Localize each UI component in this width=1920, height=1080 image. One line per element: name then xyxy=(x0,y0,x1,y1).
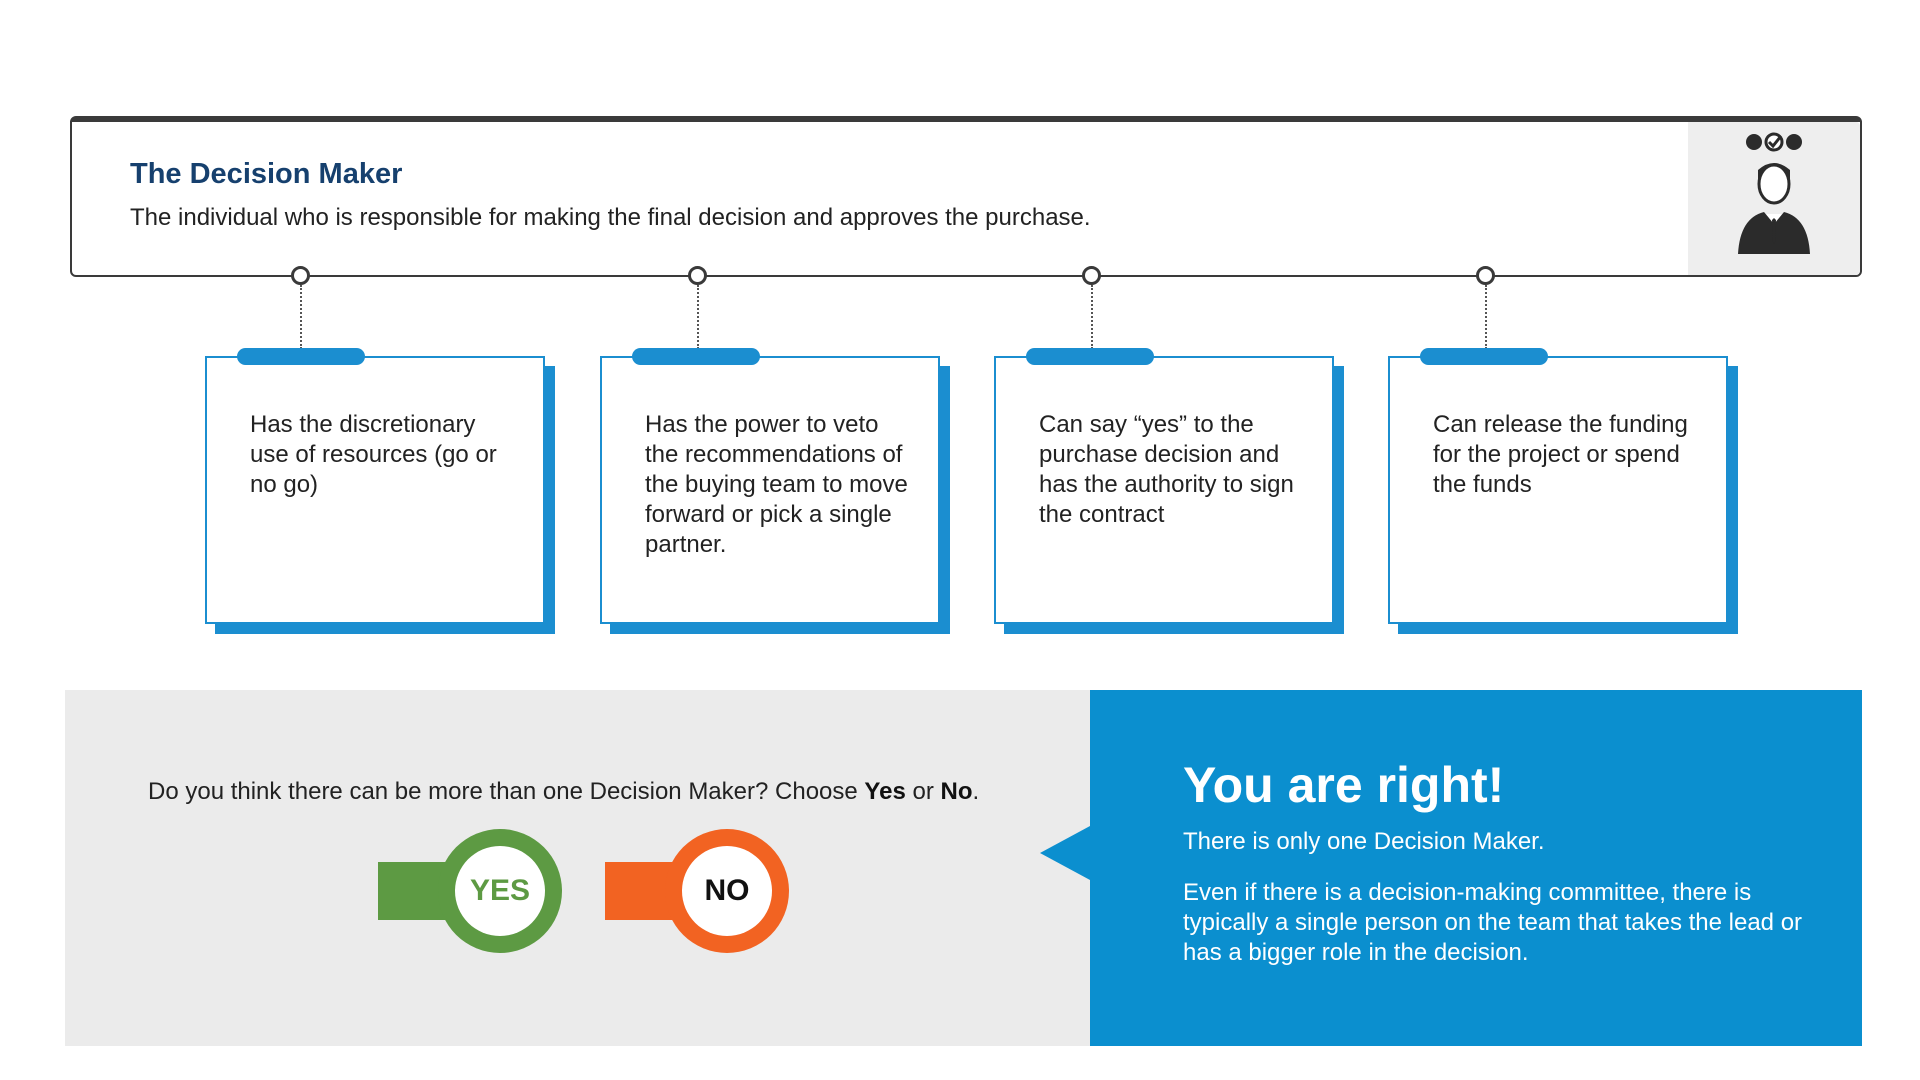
header-card xyxy=(70,116,1862,277)
info-card xyxy=(205,356,545,624)
connector-line xyxy=(1485,285,1487,349)
quiz-question xyxy=(148,778,979,806)
businessman-decision-icon xyxy=(1688,122,1860,275)
card-tab xyxy=(1026,348,1154,365)
decision-maker-icon-box xyxy=(1688,122,1860,275)
info-card xyxy=(600,356,940,624)
card-tab xyxy=(237,348,365,365)
page-title: The Decision Maker xyxy=(130,158,403,190)
feedback-title: You are right! xyxy=(1183,757,1505,813)
card-text: Has the discretionary use of resources (go or no go) xyxy=(250,411,497,498)
feedback-line2: Even if there is a decision-making committee, there is typically a single person on the team that takes the lead or has a bigger role in the decision. xyxy=(1183,879,1803,966)
connector-dot xyxy=(1082,266,1101,285)
quiz-panel xyxy=(65,690,1090,1046)
quiz-question-end: . xyxy=(972,778,980,805)
no-button-ring xyxy=(665,829,789,953)
quiz-or-word: or xyxy=(905,778,941,805)
card-tab xyxy=(632,348,760,365)
card-text: Can say “yes” to the purchase decision and has the authority to sign the contract xyxy=(1039,411,1294,528)
card-text: Can release the funding for the project or spend the funds xyxy=(1433,411,1688,498)
feedback-pointer xyxy=(1040,826,1090,880)
yes-button-label: YES xyxy=(455,846,545,936)
quiz-no-word: No xyxy=(940,778,973,805)
feedback-line1: There is only one Decision Maker. xyxy=(1183,828,1545,855)
no-button-label: NO xyxy=(682,846,772,936)
info-card xyxy=(994,356,1334,624)
page-description: The individual who is responsible for making the final decision and approves the purchase. xyxy=(130,204,1091,231)
connector-dot xyxy=(291,266,310,285)
yes-button-ring xyxy=(438,829,562,953)
card-tab xyxy=(1420,348,1548,365)
connector-dot xyxy=(1476,266,1495,285)
connector-line xyxy=(300,285,302,349)
quiz-yes-word: Yes xyxy=(864,778,906,805)
info-card xyxy=(1388,356,1728,624)
connector-dot xyxy=(688,266,707,285)
connector-line xyxy=(697,285,699,349)
quiz-question-prefix: Do you think there can be more than one Decision Maker? Choose xyxy=(148,778,865,805)
connector-line xyxy=(1091,285,1093,349)
card-text: Has the power to veto the recommendations of the buying team to move forward or pick a single partner. xyxy=(645,411,908,558)
feedback-panel xyxy=(1090,690,1862,1046)
